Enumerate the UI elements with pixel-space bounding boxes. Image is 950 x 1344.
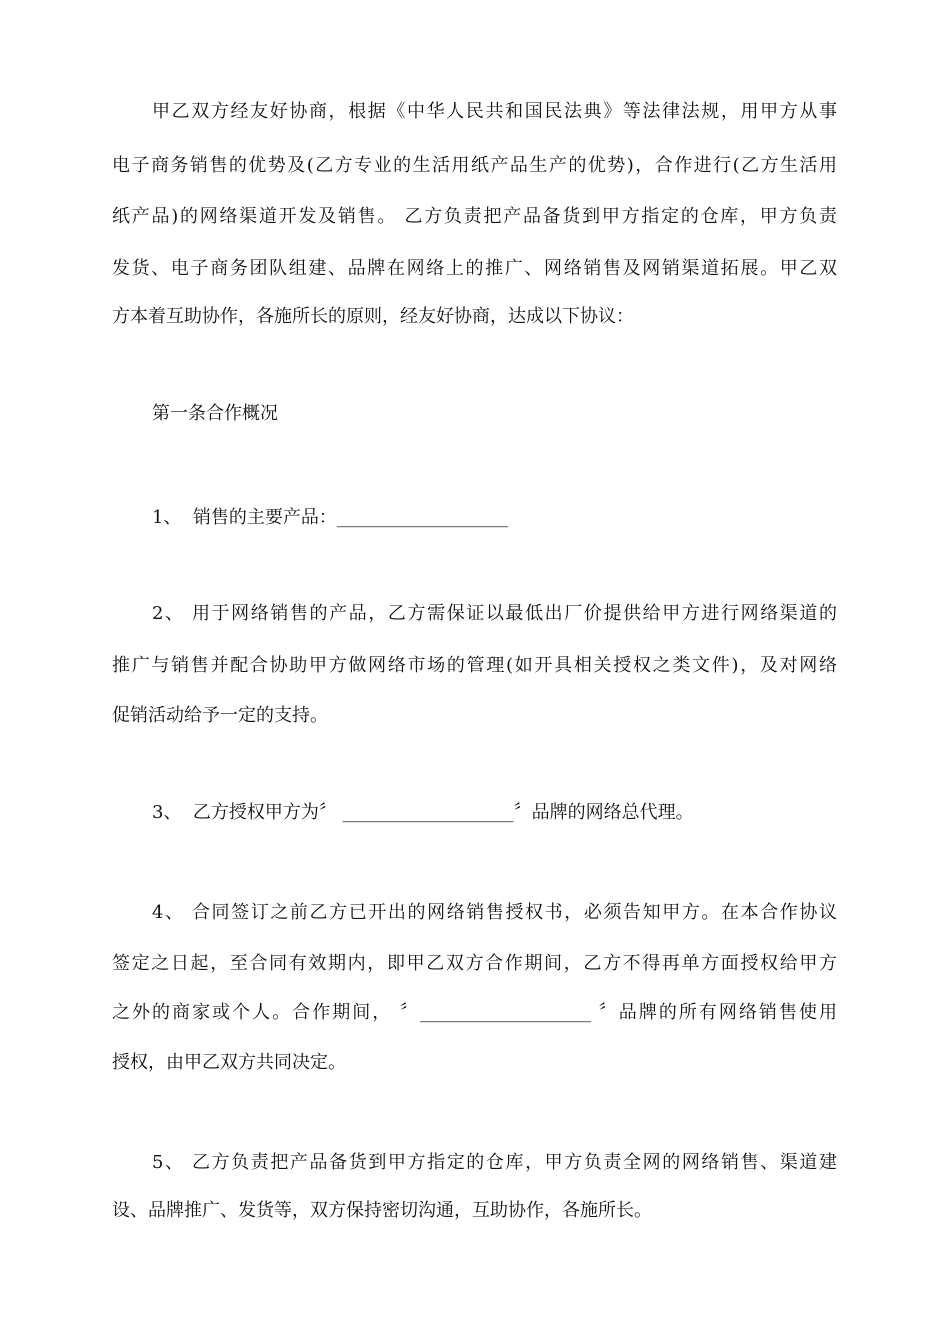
clause-item-2-line-2: 推广与销售并配合协助甲方做网络市场的管理(如开具相关授权之类文件)，及对网络: [112, 655, 837, 676]
intro-line-4: 发货、电子商务团队组建、品牌在网络上的推广、网络销售及网销渠道拓展。甲乙双: [112, 258, 837, 279]
intro-line-5: 方本着互助协作，各施所长的原则，经友好协商，达成以下协议：: [112, 306, 634, 327]
clause-item-2-line-1: 2、 用于网络销售的产品，乙方需保证以最低出厂价提供给甲方进行网络渠道的: [152, 603, 837, 624]
section-title: 第一条合作概况: [152, 403, 278, 424]
clause-item-4-line-4: 授权，由甲乙双方共同决定。: [112, 1052, 346, 1073]
intro-line-1: 甲乙双方经友好协商，根据《中华人民共和国民法典》等法律法规，用甲方从事: [152, 101, 837, 122]
clause-item-1: 1、 销售的主要产品：___________________: [152, 507, 508, 528]
intro-line-2: 电子商务销售的优势及(乙方专业的生活用纸产品生产的优势)，合作进行(乙方生活用: [112, 155, 837, 176]
clause-item-4-line-2: 签定之日起，至合同有效期内，即甲乙双方合作期间，乙方不得再单方面授权给甲方: [112, 953, 837, 974]
clause-item-2-line-3: 促销活动给予一定的支持。: [112, 705, 328, 726]
clause-item-4-line-3: 之外的商家或个人。合作期间， 〞___________________ 〞品牌的所有网络销售使用: [112, 1002, 837, 1023]
clause-item-4-line-1: 4、 合同签订之前乙方已开出的网络销售授权书，必须告知甲方。在本合作协议: [152, 902, 837, 923]
clause-item-5-line-2: 设、品牌推广、发货等，双方保持密切沟通，互助协作，各施所长。: [112, 1200, 652, 1221]
clause-item-3: 3、 乙方授权甲方为〞 ___________________〞品牌的网络总代理。: [152, 802, 694, 823]
intro-line-3: 纸产品)的网络渠道开发及销售。 乙方负责把产品备货到甲方指定的仓库，甲方负责: [112, 206, 837, 227]
clause-item-5-line-1: 5、 乙方负责把产品备货到甲方指定的仓库，甲方负责全网的网络销售、渠道建: [152, 1152, 837, 1173]
